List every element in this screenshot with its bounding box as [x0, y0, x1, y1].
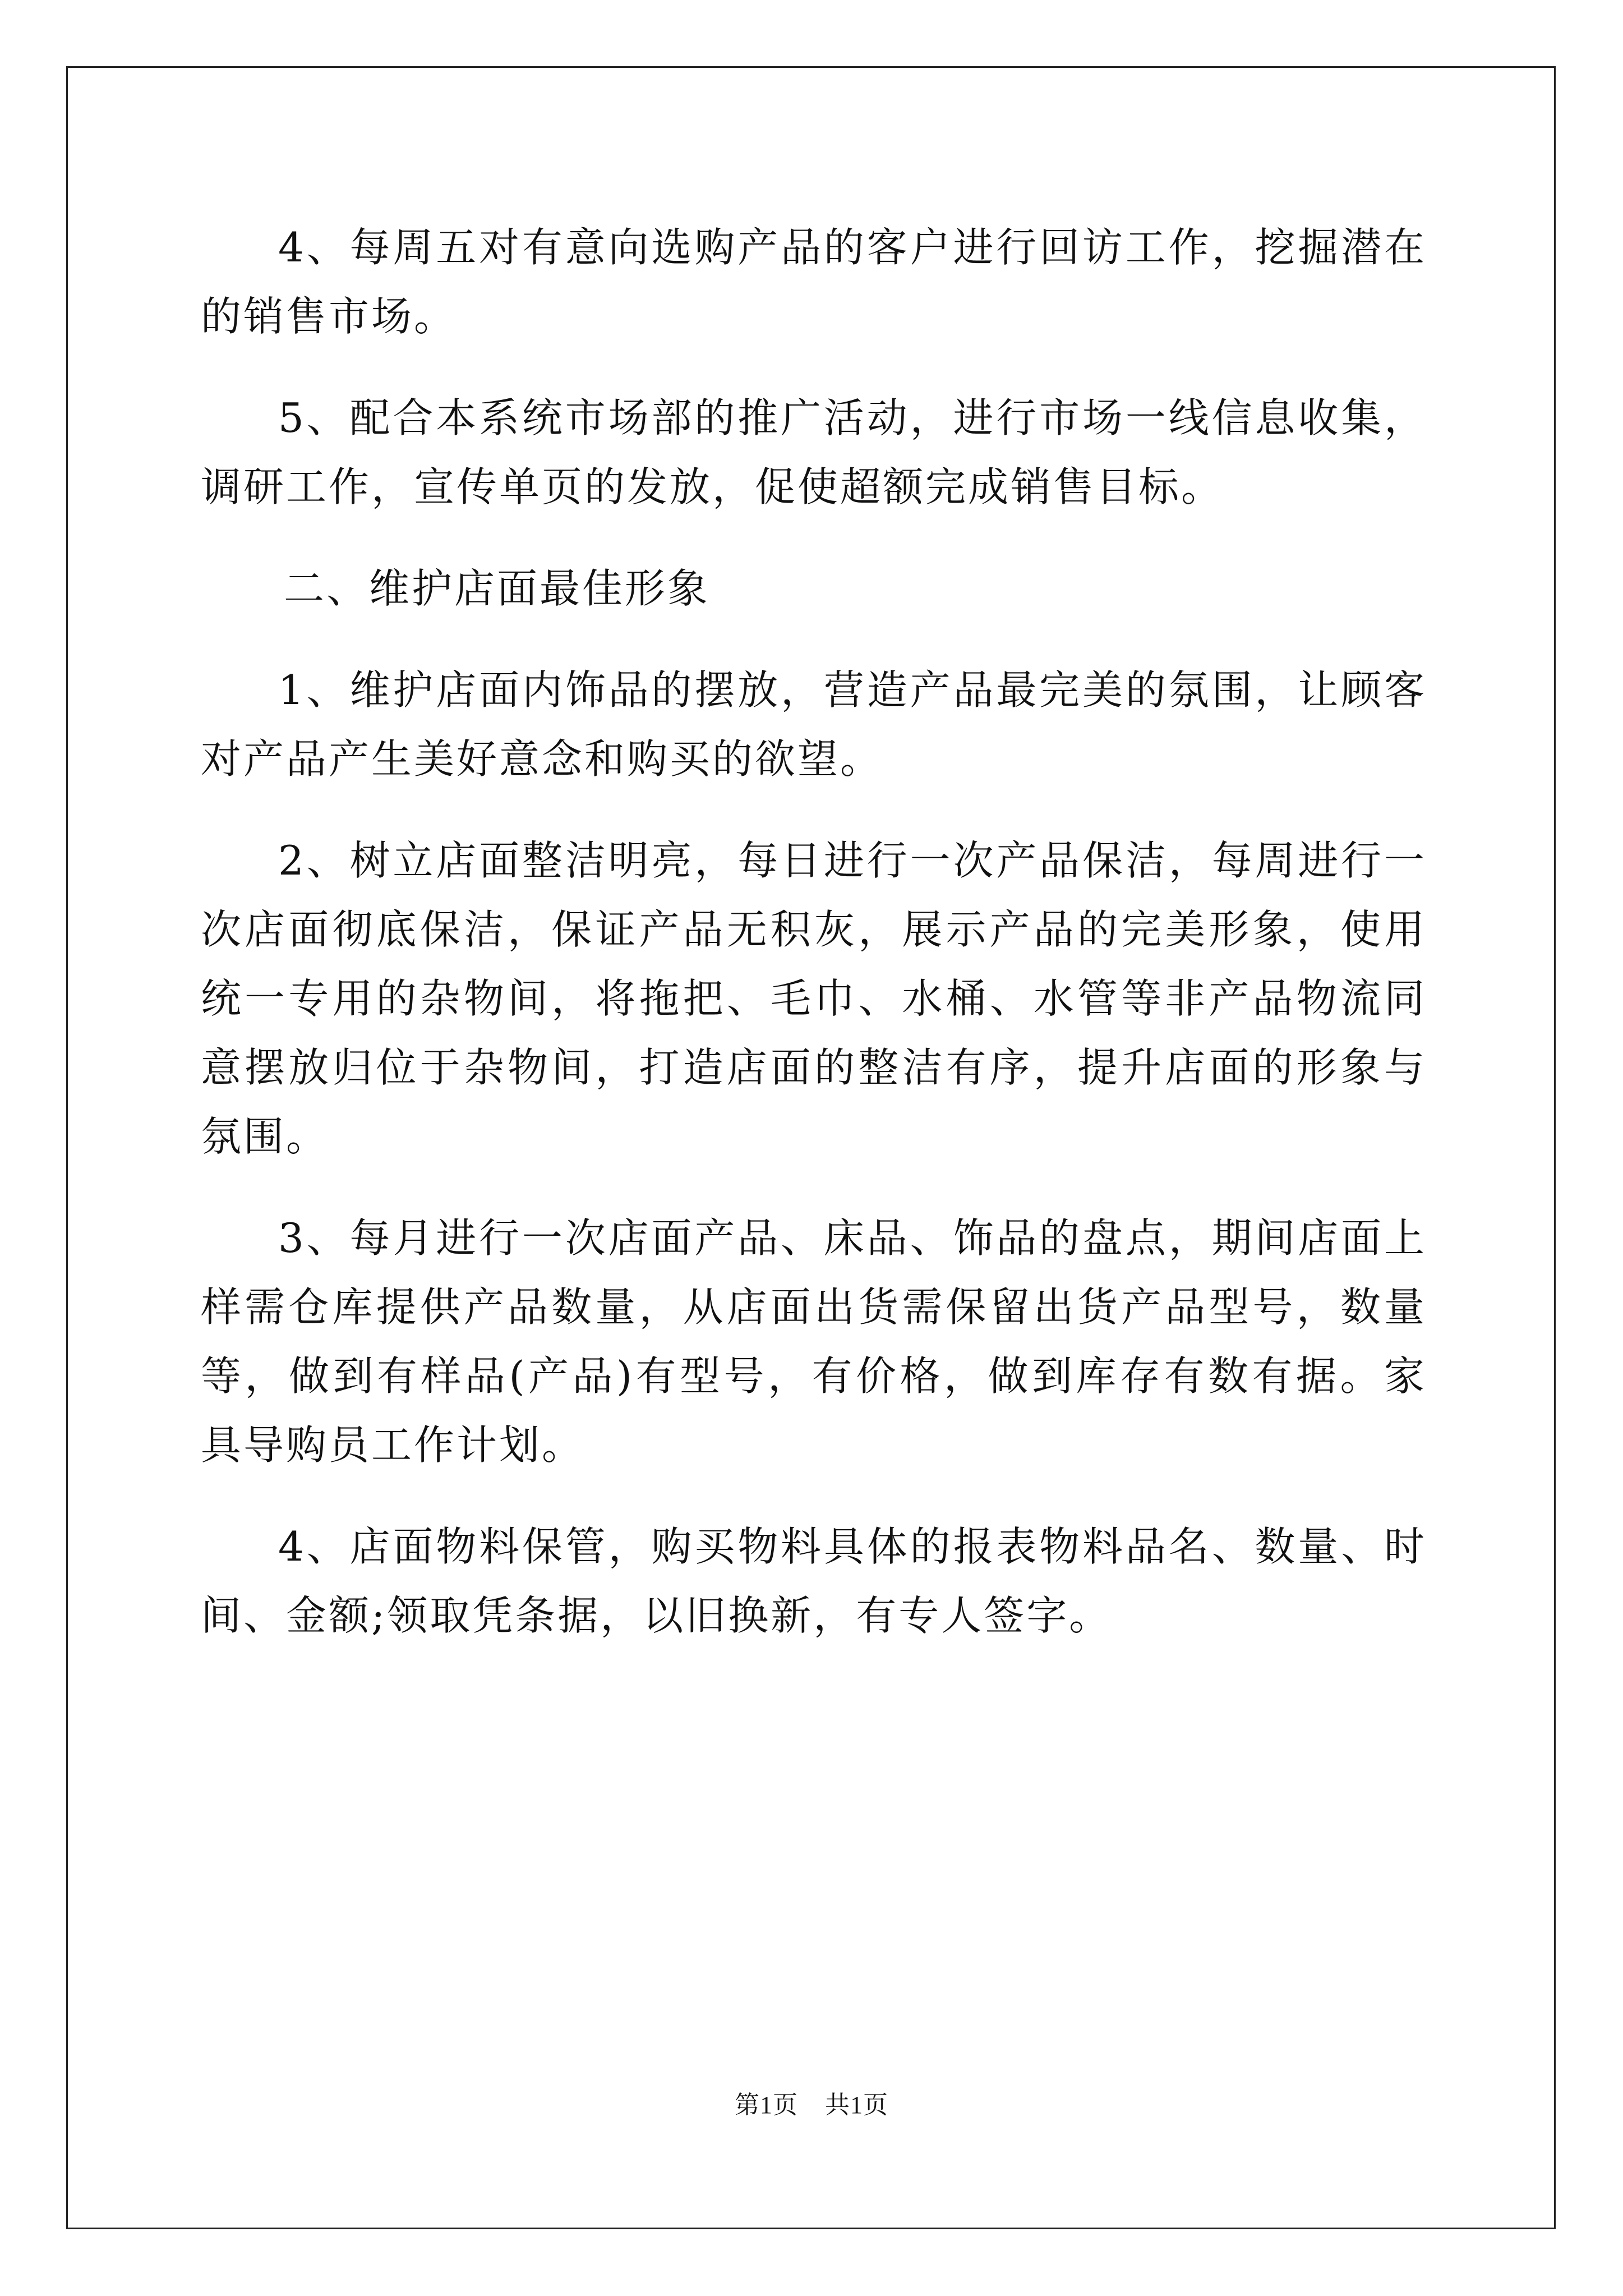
- section-heading-store-image: 二、维护店面最佳形象: [284, 565, 711, 612]
- page-total: 共1页: [825, 2091, 888, 2119]
- paragraph-decor-arrangement: 1、维护店面内饰品的摆放，营造产品最完美的氛围，让顾客对产品产生美好意念和购买的欲望。: [201, 666, 1427, 783]
- paragraph-monthly-inventory: 3、每月进行一次店面产品、床品、饰品的盘点，期间店面上样需仓库提供产品数量，从店面出货需保留出货产品型号，数量等，做到有样品(产品)有型号，有价格，做到库存有数有据。家具导购员工作计划。: [201, 1214, 1427, 1469]
- paragraph-marketing-support: 5、配合本系统市场部的推广活动，进行市场一线信息收集，调研工作，宣传单页的发放，促使超额完成销售目标。: [201, 394, 1427, 510]
- document-body: [201, 213, 1427, 1683]
- page-footer: [0, 2085, 1623, 2120]
- paragraph-followup-visits: 4、每周五对有意向选购产品的客户进行回访工作，挖掘潜在的销售市场。: [201, 224, 1427, 340]
- paragraph-store-cleaning: 2、树立店面整洁明亮，每日进行一次产品保洁，每周进行一次店面彻底保洁，保证产品无积灰，展示产品的完美形象，使用统一专用的杂物间，将拖把、毛巾、水桶、水管等非产品物流同意摆放归位于杂物间，打造店面的整洁有序，提升店面的形象与氛围。: [201, 837, 1427, 1160]
- paragraph-materials-custody: 4、店面物料保管，购买物料具体的报表物料品名、数量、时间、金额;领取凭条据，以旧换新，有专人签字。: [201, 1523, 1427, 1639]
- page-number: 第1页: [735, 2091, 798, 2119]
